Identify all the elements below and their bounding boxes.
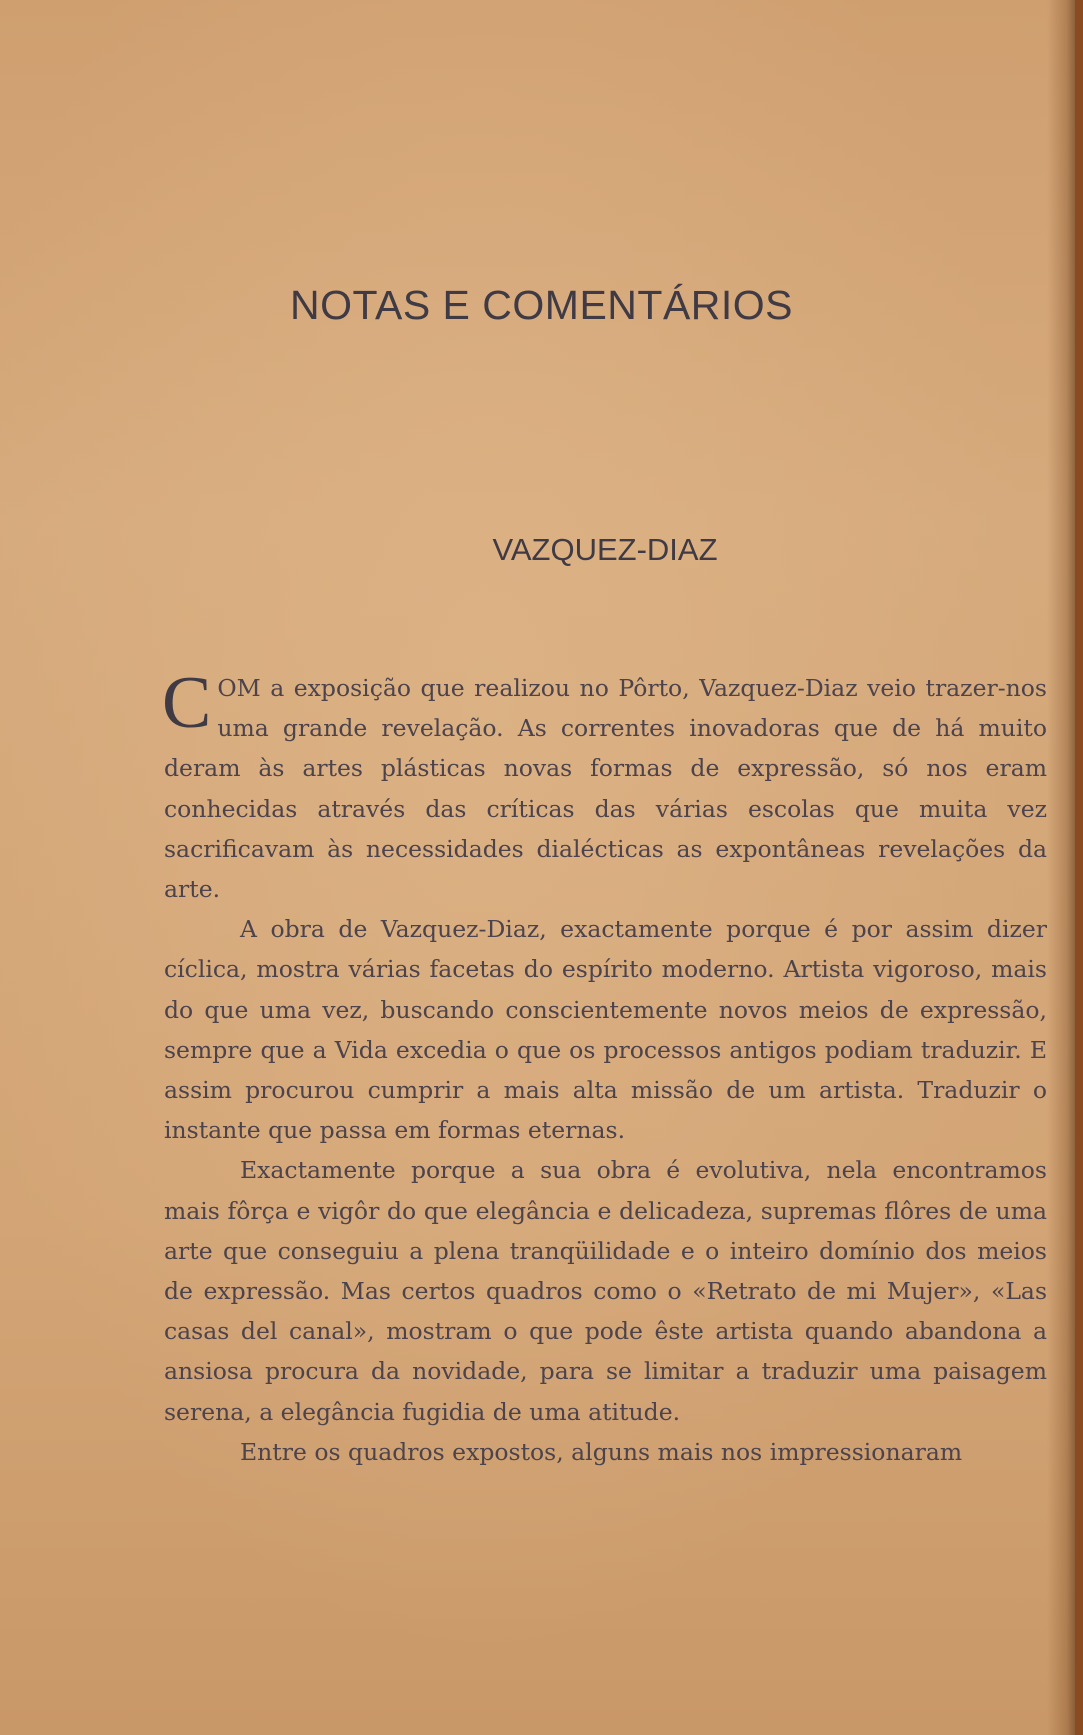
article-title: VAZQUEZ-DIAZ (492, 532, 718, 567)
paragraph-4: Entre os quadros expostos, alguns mais nos impressionaram (240, 1437, 963, 1466)
paragraph-2: A obra de Vazquez-Diaz, exactamente porque é por assim dizer cíclica, mostra várias facetas do espírito moderno. Artista vigoroso, mais do que uma vez, buscando conscientemente novos meios de expressão, sempre que a Vida excedia o que os processos antigos podiam traduzir. E assim procurou cumprir a mais alta missão de um artista. Traduzir o instante que passa em formas eternas. (164, 915, 1047, 1145)
paragraph-1-text: OM a exposição que realizou no Pôrto, Vazquez-Diaz veio trazer-nos uma grande revelação. As correntes inovadoras que de há muito deram às artes plásticas novas formas de expressão, só nos eram conhecidas através das críticas das várias escolas que muita vez sacrificavam às necessidades dialécticas as expontâneas revelações da arte. (164, 674, 1047, 904)
paragraph-1 (162, 662, 1047, 909)
section-title: NOTAS E COMENTÁRIOS (289, 282, 794, 328)
article-body (162, 662, 1047, 1472)
drop-cap: C (162, 662, 212, 744)
paragraph-3: Exactamente porque a sua obra é evolutiva, nela encontramos mais fôrça e vigôr do que elegância e delicadeza, supremas flôres de uma arte que conseguiu a plena tranqüilidade e o inteiro domínio dos meios de expressão. Mas certos quadros como o «Retrato de mi Mujer», «Las casas del canal», mostram o que pode êste artista quando abandona a ansiosa procura da novidade, para se limitar a traduzir uma paisagem serena, a elegância fugidia de uma atitude. (164, 1156, 1047, 1426)
page-edge-strip (1075, 0, 1083, 1735)
